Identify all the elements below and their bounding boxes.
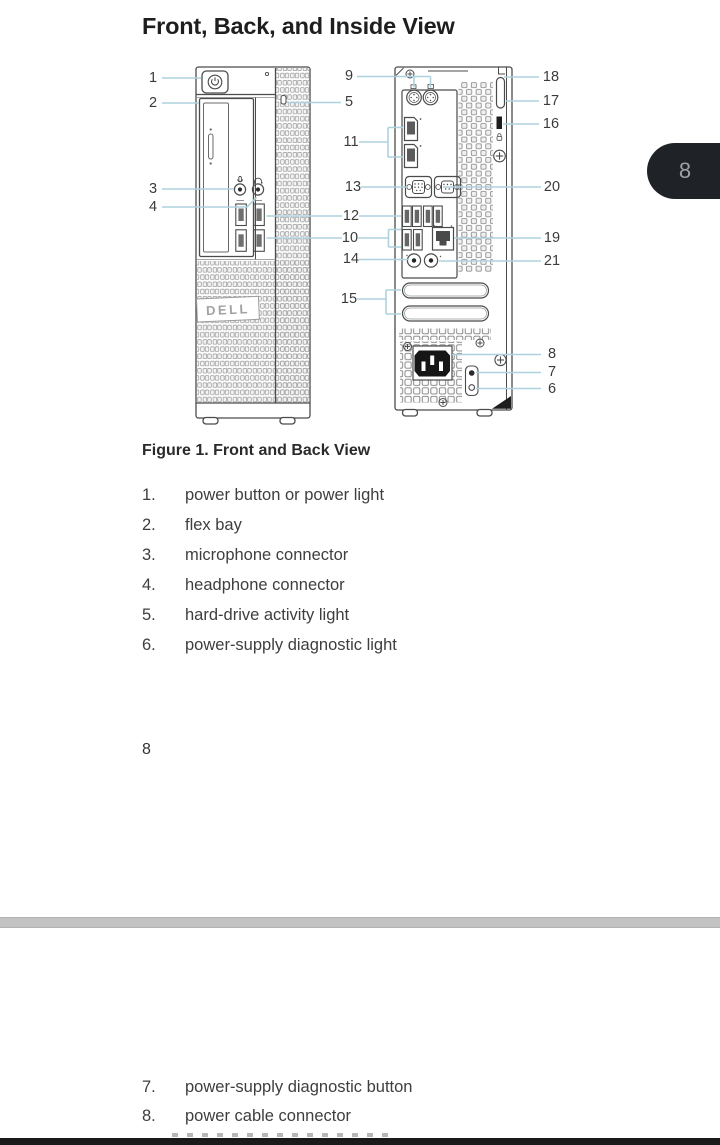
list-item xyxy=(142,576,572,606)
list-item-text: power button or power light xyxy=(185,486,385,504)
callout-label-1: 1 xyxy=(148,69,158,86)
figure-caption: Figure 1. Front and Back View xyxy=(142,442,371,459)
list-item xyxy=(142,606,572,636)
list-item xyxy=(142,1107,572,1136)
list-item-number: 8. xyxy=(142,1106,156,1125)
page-indicator-label: 8 xyxy=(678,158,692,183)
list-item-text: headphone connector xyxy=(185,576,345,594)
dell-logo-text: DELL xyxy=(205,301,251,319)
callout-label-11: 11 xyxy=(343,133,359,150)
callout-label-15: 15 xyxy=(340,290,358,307)
list-item-text: microphone connector xyxy=(185,546,349,564)
callout-label-3: 3 xyxy=(148,180,158,197)
callout-label-6: 6 xyxy=(547,380,557,397)
callout-label-5: 5 xyxy=(344,93,354,110)
callout-label-16: 16 xyxy=(542,115,560,132)
page-number: 8 xyxy=(142,741,151,758)
callout-label-10: 10 xyxy=(341,229,359,246)
callout-label-8: 8 xyxy=(547,345,557,362)
callout-label-12: 12 xyxy=(342,207,360,224)
list-item-number: 5. xyxy=(142,606,156,624)
list-item-text: hard-drive activity light xyxy=(185,606,350,624)
page-indicator-tab[interactable] xyxy=(647,143,720,199)
clipped-text-sliver xyxy=(172,1133,392,1137)
list-item-number: 2. xyxy=(142,516,156,534)
list-item-number: 3. xyxy=(142,546,156,564)
callout-label-9: 9 xyxy=(344,67,354,84)
list-item xyxy=(142,546,572,576)
callout-label-4: 4 xyxy=(148,198,158,215)
list-item-text: power-supply diagnostic light xyxy=(185,636,397,654)
callout-label-21: 21 xyxy=(543,252,561,269)
callout-label-14: 14 xyxy=(342,250,360,267)
callout-label-19: 19 xyxy=(543,229,561,246)
page-title: Front, Back, and Inside View xyxy=(142,13,455,39)
list-item xyxy=(142,1078,572,1107)
list-item-text: power cable connector xyxy=(185,1106,352,1125)
figure-legend-list xyxy=(142,486,572,666)
callout-label-17: 17 xyxy=(542,92,560,109)
callout-label-2: 2 xyxy=(148,94,158,111)
list-item-number: 7. xyxy=(142,1078,156,1096)
next-page-list xyxy=(142,1078,572,1135)
callout-label-7: 7 xyxy=(547,363,557,380)
list-item xyxy=(142,636,572,666)
list-item-text: power-supply diagnostic button xyxy=(185,1078,413,1096)
list-item xyxy=(142,486,572,516)
callout-layer xyxy=(0,0,720,435)
list-item-number: 1. xyxy=(142,486,156,504)
callout-label-13: 13 xyxy=(344,178,362,195)
list-item-text: flex bay xyxy=(185,516,242,534)
list-item-number: 6. xyxy=(142,636,156,654)
list-item-number: 4. xyxy=(142,576,156,594)
bottom-bar xyxy=(0,1138,720,1145)
list-item xyxy=(142,516,572,546)
page-break-divider xyxy=(0,917,720,928)
callout-label-20: 20 xyxy=(543,178,561,195)
callout-label-18: 18 xyxy=(542,68,560,85)
